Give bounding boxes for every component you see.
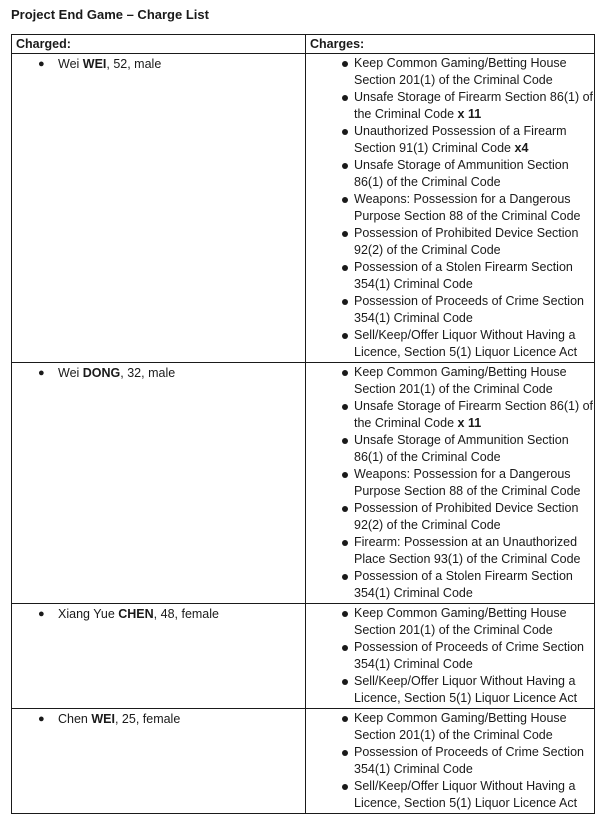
- person-first-name: Wei: [58, 366, 83, 380]
- charge-list: [306, 604, 594, 708]
- charge-text: Sell/Keep/Offer Liquor Without Having a Licence, Section 5(1) Liquor Licence Act: [354, 674, 578, 705]
- bullet-icon: ●: [38, 58, 45, 70]
- person-details: , 32, male: [120, 366, 176, 380]
- charge-list: [306, 709, 594, 813]
- bullet-icon: [306, 225, 348, 237]
- charge-item: [306, 55, 594, 89]
- bullet-icon: [306, 55, 348, 67]
- charge-text: Keep Common Gaming/Betting House Section 201(1) of the Criminal Code: [354, 56, 567, 87]
- charge-list: [306, 363, 594, 603]
- charge-text: Possession of a Stolen Firearm Section 354(1) Criminal Code: [354, 260, 573, 291]
- charges-cell: [306, 54, 595, 363]
- charge-item: [306, 259, 594, 293]
- person-details: , 52, male: [106, 57, 162, 71]
- charge-text-wrap: [348, 466, 594, 500]
- document-title: Project End Game – Charge List: [11, 7, 209, 22]
- charge-text: Keep Common Gaming/Betting House Section 201(1) of the Criminal Code: [354, 606, 567, 637]
- charge-text-wrap: [348, 605, 594, 639]
- charge-text: Possession of Proceeds of Crime Section 354(1) Criminal Code: [354, 640, 584, 671]
- charge-item: [306, 710, 594, 744]
- charges-cell: [306, 604, 595, 709]
- table-row: [12, 604, 595, 709]
- bullet-icon: [306, 466, 348, 478]
- bullet-icon: [306, 259, 348, 271]
- charge-item: [306, 500, 594, 534]
- bullet-icon: [306, 778, 348, 790]
- charged-header: Charged:: [12, 35, 306, 54]
- charge-list: [306, 54, 594, 362]
- bullet-icon: [306, 191, 348, 203]
- person-last-name: DONG: [82, 366, 121, 380]
- charge-text: Possession of Prohibited Device Section 92(2) of the Criminal Code: [354, 501, 579, 532]
- charge-text-wrap: [348, 432, 594, 466]
- table-row: [12, 54, 595, 363]
- charged-cell: [12, 363, 306, 604]
- charge-item: [306, 293, 594, 327]
- charge-text: Possession of a Stolen Firearm Section 354(1) Criminal Code: [354, 569, 573, 600]
- charge-item: [306, 157, 594, 191]
- person-name: [58, 56, 161, 73]
- charge-text: Firearm: Possession at an Unauthorized Place Section 93(1) of the Criminal Code: [354, 535, 581, 566]
- bullet-icon: [306, 123, 348, 135]
- bullet-icon: [306, 710, 348, 722]
- charge-text: Unsafe Storage of Ammunition Section 86(1) of the Criminal Code: [354, 158, 569, 189]
- charge-item: [306, 364, 594, 398]
- charge-item: [306, 398, 594, 432]
- charge-text: Possession of Prohibited Device Section 92(2) of the Criminal Code: [354, 226, 579, 257]
- charge-text-wrap: [348, 568, 594, 602]
- charged-person: [12, 363, 305, 382]
- charge-item: [306, 327, 594, 361]
- charge-item: [306, 605, 594, 639]
- table-body: [12, 54, 595, 814]
- charge-text: Keep Common Gaming/Betting House Section 201(1) of the Criminal Code: [354, 711, 567, 742]
- charge-text: Keep Common Gaming/Betting House Section 201(1) of the Criminal Code: [354, 365, 567, 396]
- person-first-name: Wei: [58, 57, 83, 71]
- charge-text-wrap: [348, 89, 594, 123]
- charge-text: Sell/Keep/Offer Liquor Without Having a Licence, Section 5(1) Liquor Licence Act: [354, 328, 578, 359]
- charge-text-wrap: [348, 710, 594, 744]
- bullet-icon: [306, 327, 348, 339]
- bullet-icon: [306, 398, 348, 410]
- person-last-name: CHEN: [118, 607, 154, 621]
- person-name: [58, 711, 180, 728]
- charge-table: [11, 34, 595, 814]
- person-first-name: Xiang Yue: [58, 607, 119, 621]
- charge-text: Unsafe Storage of Firearm Section 86(1) of the Criminal Code: [354, 399, 594, 430]
- charge-item: [306, 778, 594, 812]
- bullet-icon: [306, 432, 348, 444]
- charge-count: x 11: [457, 416, 482, 430]
- charge-text-wrap: [348, 55, 594, 89]
- charge-text-wrap: [348, 673, 594, 707]
- person-last-name: WEI: [91, 712, 115, 726]
- charge-text-wrap: [348, 500, 594, 534]
- charge-text-wrap: [348, 225, 594, 259]
- charges-cell: [306, 363, 595, 604]
- charge-text: Unsafe Storage of Ammunition Section 86(1) of the Criminal Code: [354, 433, 569, 464]
- charge-text: Unsafe Storage of Firearm Section 86(1) of the Criminal Code: [354, 90, 594, 121]
- bullet-icon: [306, 364, 348, 376]
- charge-text-wrap: [348, 191, 594, 225]
- bullet-icon: ●: [38, 713, 45, 725]
- charge-item: [306, 744, 594, 778]
- bullet-icon: [306, 673, 348, 685]
- charge-item: [306, 225, 594, 259]
- charge-text-wrap: [348, 157, 594, 191]
- charge-item: [306, 639, 594, 673]
- charge-item: [306, 123, 594, 157]
- charge-text: Unauthorized Possession of a Firearm Section 91(1) Criminal Code: [354, 124, 567, 155]
- person-last-name: WEI: [82, 57, 107, 71]
- person-details: , 48, female: [153, 607, 219, 621]
- charge-text-wrap: [348, 534, 594, 568]
- person-name: [58, 365, 175, 382]
- bullet-icon: [306, 157, 348, 169]
- bullet-icon: [306, 500, 348, 512]
- charge-text-wrap: [348, 778, 594, 812]
- charge-item: [306, 191, 594, 225]
- table-row: [12, 709, 595, 814]
- charged-person: [12, 604, 305, 623]
- charge-item: [306, 466, 594, 500]
- charge-text-wrap: [348, 259, 594, 293]
- charge-text-wrap: [348, 123, 594, 157]
- charge-text-wrap: [348, 364, 594, 398]
- charged-cell: [12, 54, 306, 363]
- charge-count: x4: [514, 141, 529, 155]
- charge-item: [306, 534, 594, 568]
- charge-item: [306, 432, 594, 466]
- charge-text: Weapons: Possession for a Dangerous Purpose Section 88 of the Criminal Code: [354, 192, 581, 223]
- charge-count: x 11: [457, 107, 482, 121]
- charge-item: [306, 673, 594, 707]
- charged-cell: [12, 709, 306, 814]
- bullet-icon: [306, 293, 348, 305]
- bullet-icon: ●: [38, 608, 45, 620]
- bullet-icon: [306, 89, 348, 101]
- charge-text: Weapons: Possession for a Dangerous Purpose Section 88 of the Criminal Code: [354, 467, 581, 498]
- bullet-icon: [306, 568, 348, 580]
- charge-text-wrap: [348, 744, 594, 778]
- bullet-icon: ●: [38, 367, 45, 379]
- charge-text-wrap: [348, 293, 594, 327]
- bullet-icon: [306, 639, 348, 651]
- person-details: , 25, female: [114, 712, 181, 726]
- table-row: [12, 363, 595, 604]
- charge-item: [306, 89, 594, 123]
- charge-text-wrap: [348, 327, 594, 361]
- person-name: [58, 606, 219, 623]
- charge-text-wrap: [348, 398, 594, 432]
- charged-person: [12, 709, 305, 728]
- charges-header: Charges:: [306, 35, 595, 54]
- bullet-icon: [306, 605, 348, 617]
- charge-item: [306, 568, 594, 602]
- charged-person: [12, 54, 305, 73]
- charged-cell: [12, 604, 306, 709]
- charge-text: Possession of Proceeds of Crime Section 354(1) Criminal Code: [354, 745, 584, 776]
- charge-text: Possession of Proceeds of Crime Section 354(1) Criminal Code: [354, 294, 584, 325]
- charge-text: Sell/Keep/Offer Liquor Without Having a Licence, Section 5(1) Liquor Licence Act: [354, 779, 578, 810]
- table-header-row: [12, 35, 595, 54]
- person-first-name: Chen: [58, 712, 92, 726]
- charges-cell: [306, 709, 595, 814]
- bullet-icon: [306, 744, 348, 756]
- charge-text-wrap: [348, 639, 594, 673]
- bullet-icon: [306, 534, 348, 546]
